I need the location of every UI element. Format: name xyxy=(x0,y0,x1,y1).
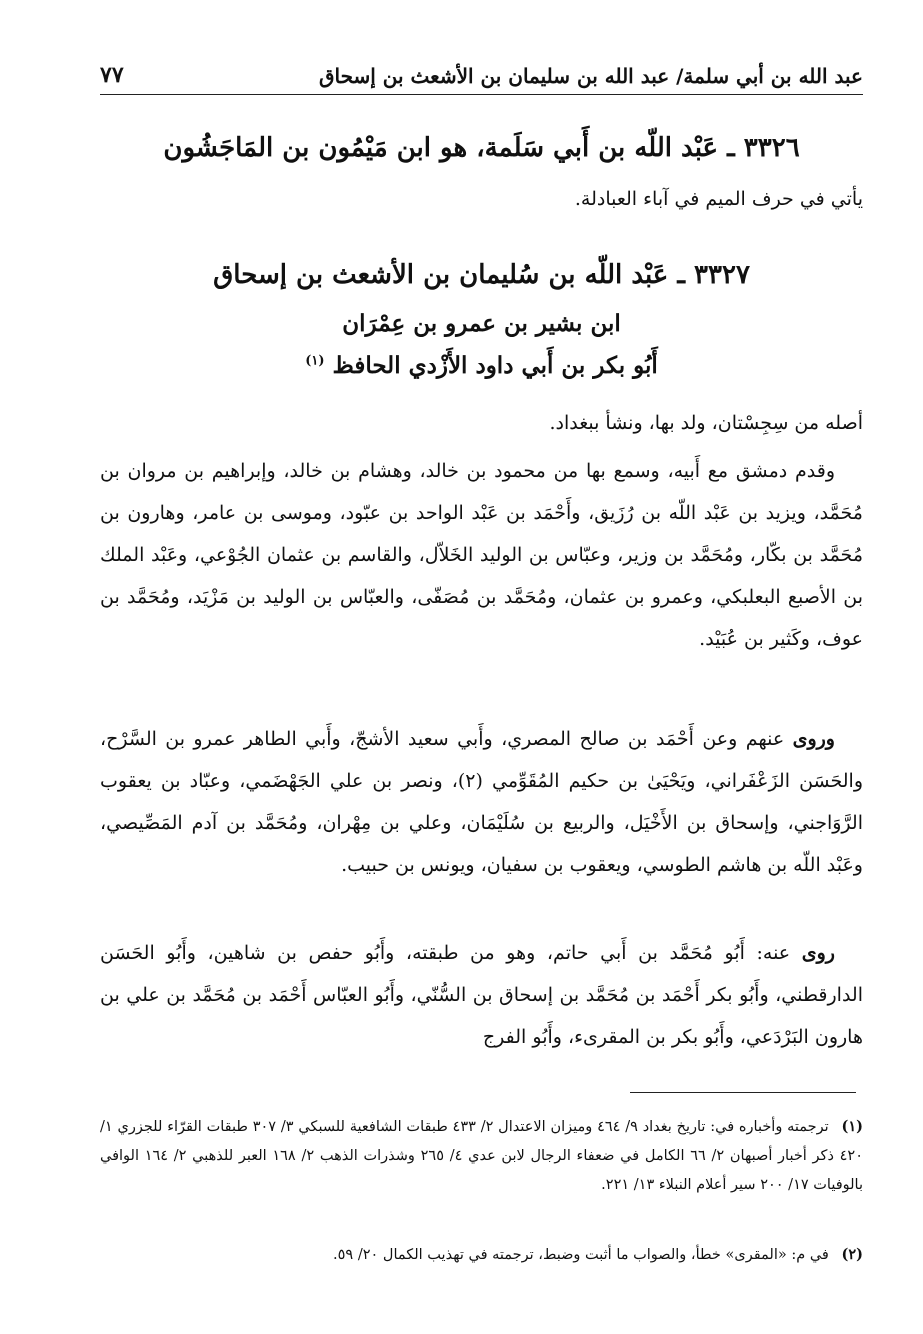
entry-3327-title-line3-text: أَبُو بكر بن أَبي داود الأَزْدي الحافظ xyxy=(332,352,658,379)
narrated-from-text: عنهم وعن أَحْمَد بن صالح المصري، وأَبي سعيد الأشجّ، وأَبي الطاهر عمرو بن السَّرْح، والحَسَن الزَعْفَراني، ويَحْيَىٰ بن حكيم المُقَوِّمي (٢)، ونصر بن علي الجَهْضَمي، وعبّاد بن يعقوب الرَّوَاجني، وإسحاق بن الأَخْيَل، والربيع بن سُلَيْمَان، وعلي بن مِهْران، ومُحَمَّد بن آدم المَصِّيصي، وعَبْد اللّه بن هاشم الطوسي، ويعقوب بن سفيان، ويونس بن حبيب. xyxy=(100,728,863,876)
entry-3326-title: ٣٣٢٦ ـ عَبْد اللّه بن أَبي سَلَمة، هو ابن مَيْمُون بن المَاجَشُون xyxy=(163,133,800,163)
narrated-by-paragraph xyxy=(100,932,863,1058)
entry-3326-note: يأتي في حرف الميم في آباء العبادلة. xyxy=(574,188,863,210)
page-number: ٧٧ xyxy=(100,62,124,88)
footnote-1-text: ترجمته وأخباره في: تاريخ بغداد ٩/ ٤٦٤ وميزان الاعتدال ٢/ ٤٣٣ طبقات الشافعية للسبكي ٣/ ٣٠٧ طبقات القرّاء للجزري ١/ ٤٢٠ ذكر أخبار أصبهان ٢/ ٦٦ الكامل في ضعفاء الرجال لابن عدي ٤/ ٢٦٥ وشذرات الذهب ٢/ ١٦٨ العبر للذهبي ٢/ ١٦٤ الوافي بالوفيات ١٧/ ٢٠٠ سير أعلام النبلاء ١٣/ ٢٢١. xyxy=(100,1119,863,1193)
footnote-separator xyxy=(630,1092,856,1093)
footnote-2-text: في م: «المقرى» خطأ، والصواب ما أثبت وضبط، ترجمته في تهذيب الكمال ٢٠/ ٥٩. xyxy=(333,1247,829,1263)
teachers-paragraph: وقدم دمشق مع أَبيه، وسمع بها من محمود بن خالد، وهشام بن خالد، وإبراهيم بن مروان بن مُحَمَّد، ويزيد بن عَبْد اللّه بن رُزَيق، وأَحْمَد بن عَبْد الواحد بن عبّود، وموسى بن عامر، وهارون بن مُحَمَّد بن بكّار، ومُحَمَّد بن وزير، وعبّاس بن الوليد الخَلاّل، والقاسم بن عثمان الجُوْعي، وعَبْد الملك بن الأصبع البعلبكي، وعمرو بن عثمان، ومُحَمَّد بن مُصَفّى، والعبّاس بن الوليد بن مَزْيَد، ومُحَمَّد بن عوف، وكَثير بن عُبَيْد. xyxy=(100,460,863,650)
narrated-from-paragraph xyxy=(100,718,863,886)
header-rule xyxy=(100,94,863,95)
entry-3327-title-line3 xyxy=(100,352,863,379)
footnote-1 xyxy=(100,1112,863,1200)
narrated-by-lead: روى xyxy=(801,942,835,964)
page-header xyxy=(100,58,863,98)
footnote-2 xyxy=(100,1240,863,1270)
origin-paragraph: أصله من سِجِسْتان، ولد بها، ونشأ ببغداد. xyxy=(549,412,863,434)
entry-3327-title-line2: ابن بشير بن عمرو بن عِمْرَان xyxy=(342,310,621,337)
entry-3327-title-line1: ٣٣٢٧ ـ عَبْد اللّه بن سُليمان بن الأشعث بن إسحاق xyxy=(213,260,750,290)
footnote-1-mark: (١) xyxy=(841,1118,863,1135)
narrated-by-text: عنه: أَبُو مُحَمَّد بن أَبي حاتم، وهو من طبقته، وأَبُو حفص بن شاهين، وأَبُو الحَسَن الدارقطني، وأَبُو بكر أَحْمَد بن مُحَمَّد بن إسحاق بن السُّنّي، وأَبُو العبّاس أَحْمَد بن مُحَمَّد بن علي بن هارون البَرْدَعي، وأَبُو بكر بن المقرىء، وأَبُو الفرج xyxy=(100,942,863,1048)
narrated-from-lead: وروى xyxy=(792,728,835,750)
running-title: عبد الله بن أبي سلمة/ عبد الله بن سليمان بن الأشعث بن إسحاق xyxy=(318,64,863,88)
footnote-ref-1: (١) xyxy=(305,353,325,369)
footnote-2-mark: (٢) xyxy=(841,1246,863,1263)
